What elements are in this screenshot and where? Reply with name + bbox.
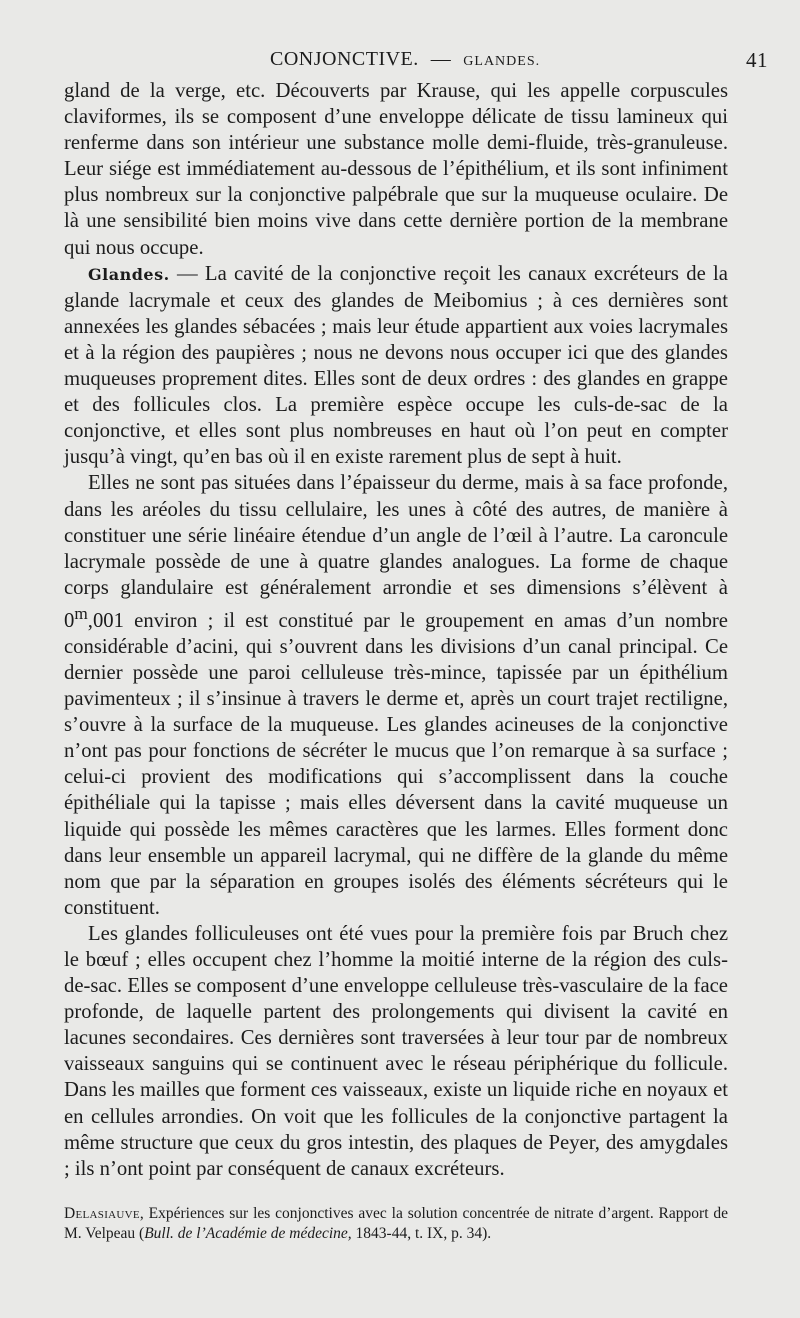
running-title: [270, 48, 540, 71]
footnote: [64, 1204, 728, 1244]
paragraph-folliculeuses: Les glandes folliculeuses ont été vues pour la première fois par Bruch chez le bœuf ; elles occupent chez l’homme la moitié interne de la région des culs-de-sac. Elles se composent d’une enveloppe celluleuse très-vasculaire de la face profonde, de laquelle partent des prolongements qui divisent la cavité en lacunes secondaires. Ces dernières sont traversées à leur tour par de nombreux vaisseaux sanguins qui se continuent avec le réseau périphérique du follicule. Dans les mailles que forment ces vaisseaux, existe un liquide riche en noyaux et en cellules arrondies. On voit que les follicules de la conjonctive partagent la même structure que ceux du gros intestin, des plaques de Peyer, des amygdales ; ils n’ont point par conséquent de canaux excréteurs.: [64, 922, 728, 1180]
section-heading: Glandes.: [88, 264, 170, 284]
header-separator: —: [430, 48, 452, 70]
unit-superscript: m: [74, 603, 88, 623]
header-title: CONJONCTIVE.: [270, 48, 419, 70]
paragraph-situation-a: Elles ne sont pas situées dans l’épaisseur du derme, mais à sa face profonde, dans les aréoles du tissu cellulaire, les unes à côté des autres, de manière à constituer une série linéaire étendue d’un angle de l’œil à l’autre. La caroncule lacrymale possède de une à quatre glandes analogues. La forme de chaque corps glandulaire est généralement arrondie et ses dimensions s’élèvent à 0: [64, 472, 728, 632]
footnote-text: [64, 1204, 728, 1244]
footnote-text-b: 1843-44, t. IX, p. 34).: [351, 1224, 492, 1242]
running-header: [64, 42, 768, 78]
footnote-author: Delasiauve: [64, 1204, 140, 1222]
footnote-journal: Bull. de l’Académie de médecine,: [144, 1224, 352, 1242]
page-number: 41: [746, 48, 768, 72]
paragraph-continuation: gland de la verge, etc. Découverts par Krause, qui les appelle corpuscules claviformes, ils se composent d’une enveloppe délicate de tissu lamineux qui renferme dans son intérieur une substance molle demi-fluide, très-granuleuse. Leur siége est immédiatement au-dessous de l’épithélium, et ils sont infiniment plus nombreux sur la conjonctive palpébrale que sur la muqueuse oculaire. De là une sensibilité bien moins vive dans cette dernière portion de la membrane qui nous occupe.: [64, 80, 728, 259]
paragraph-glandes-text: — La cavité de la conjonctive reçoit les canaux excréteurs de la glande lacrymale et ceux des glandes de Meibomius ; à ces dernières sont annexées les glandes sébacées ; mais leur étude appartient aux voies lacrymales et à la région des paupières ; nous ne devons nous occuper ici que des glandes muqueuses proprement dites. Elles sont de deux ordres : des glandes en grappe et des follicules clos. La première espèce occupe les culs-de-sac de la conjonctive, et elles sont plus nombreuses en haut où l’on peut en compter jusqu’à vingt, qu’en bas où il en existe rarement plus de sept à huit.: [64, 262, 728, 469]
footnote-text-a: , Expériences sur les conjonctives avec la solution concentrée de nitrate d’argent. Rapport de M. Velpeau (: [64, 1204, 728, 1242]
paragraph-situation: [64, 470, 728, 920]
header-section: GLANDES.: [463, 54, 541, 69]
paragraph-situation-b: ,001 environ ; il est constitué par le groupement en amas d’un nombre considérable d’acini, qui s’ouvrent dans les divisions d’un canal principal. Ce dernier possède une paroi celluleuse très-mince, tapissée par un épithélium pavimenteux ; il s’insinue à travers le derme et, après un court trajet rectiligne, s’ouvre à la surface de la muqueuse. Les glandes acineuses de la conjonctive n’ont pas pour fonctions de sécréter le mucus que l’on remarque à sa surface ; celui-ci provient des modifications qui s’accomplissent dans la couche épithéliale qui la tapisse ; mais elles déversent dans la cavité muqueuse un liquide qui possède les mêmes caractères que les larmes. Elles forment donc dans leur ensemble un appareil lacrymal, qui ne diffère de la glande du même nom que par la séparation en groupes isolés des éléments sécréteurs qui le constituent.: [64, 609, 728, 919]
body-text: [64, 78, 728, 1182]
paragraph-glandes: [64, 261, 728, 471]
